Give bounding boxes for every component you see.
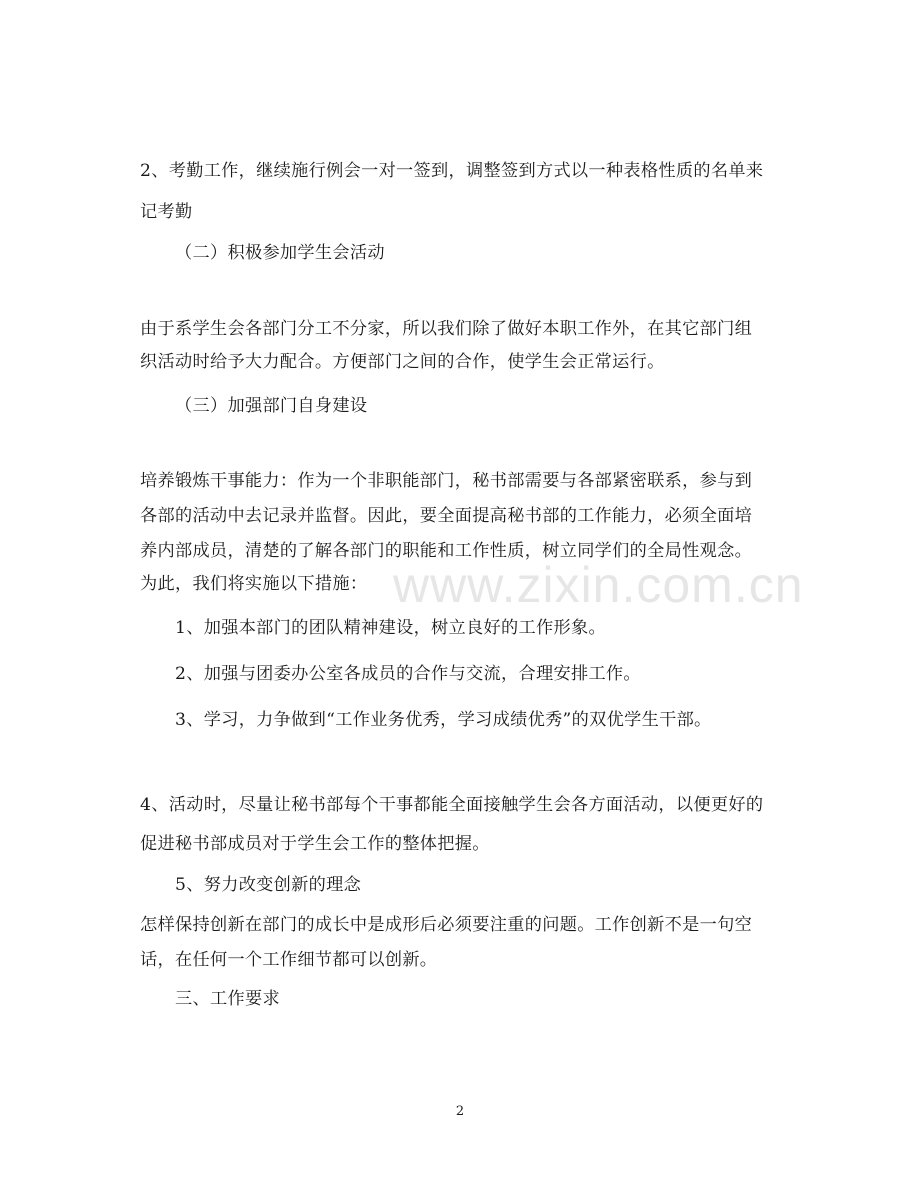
- section-heading: （三）加强部门自身建设: [175, 396, 368, 416]
- text-line: 培养锻炼干事能力：作为一个非职能部门，秘书部需要与各部紧密联系，参与到: [140, 471, 753, 491]
- list-item: 3、学习，力争做到“工作业务优秀，学习成绩优秀”的双优学生干部。: [175, 710, 712, 730]
- section-heading: （二）积极参加学生会活动: [175, 243, 385, 263]
- text-line: 2、考勤工作，继续施行例会一对一签到，调整签到方式以一种表格性质的名单来: [140, 161, 764, 181]
- list-item: 1、加强本部门的团队精神建设，树立良好的工作形象。: [175, 618, 606, 638]
- text-line: 记考勤: [140, 202, 193, 222]
- section-heading: 三、工作要求: [175, 989, 280, 1009]
- text-line: 话，在任何一个工作细节都可以创新。: [140, 950, 438, 970]
- text-line: 织活动时给予大力配合。方便部门之间的合作，使学生会正常运行。: [140, 352, 665, 372]
- text-line: 养内部成员，清楚的了解各部门的职能和工作性质，树立同学们的全局性观念。: [140, 541, 753, 561]
- page-number: 2: [455, 1104, 465, 1119]
- text-line: 各部的活动中去记录并监督。因此，要全面提高秘书部的工作能力，必须全面培: [140, 506, 753, 526]
- list-item: 2、加强与团委办公室各成员的合作与交流，合理安排工作。: [175, 664, 641, 684]
- text-line: 怎样保持创新在部门的成长中是成形后必须要注重的问题。工作创新不是一句空: [140, 915, 753, 935]
- text-line: 4、活动时，尽量让秘书部每个干事都能全面接触学生会各方面活动，以便更好的: [140, 795, 764, 815]
- watermark: www.zixin.com.cn: [393, 557, 804, 613]
- text-line: 为此，我们将实施以下措施：: [140, 574, 368, 594]
- list-item: 5、努力改变创新的理念: [175, 875, 362, 895]
- text-line: 促进秘书部成员对于学生会工作的整体把握。: [140, 834, 490, 854]
- text-line: 由于系学生会各部门分工不分家，所以我们除了做好本职工作外，在其它部门组: [140, 319, 753, 339]
